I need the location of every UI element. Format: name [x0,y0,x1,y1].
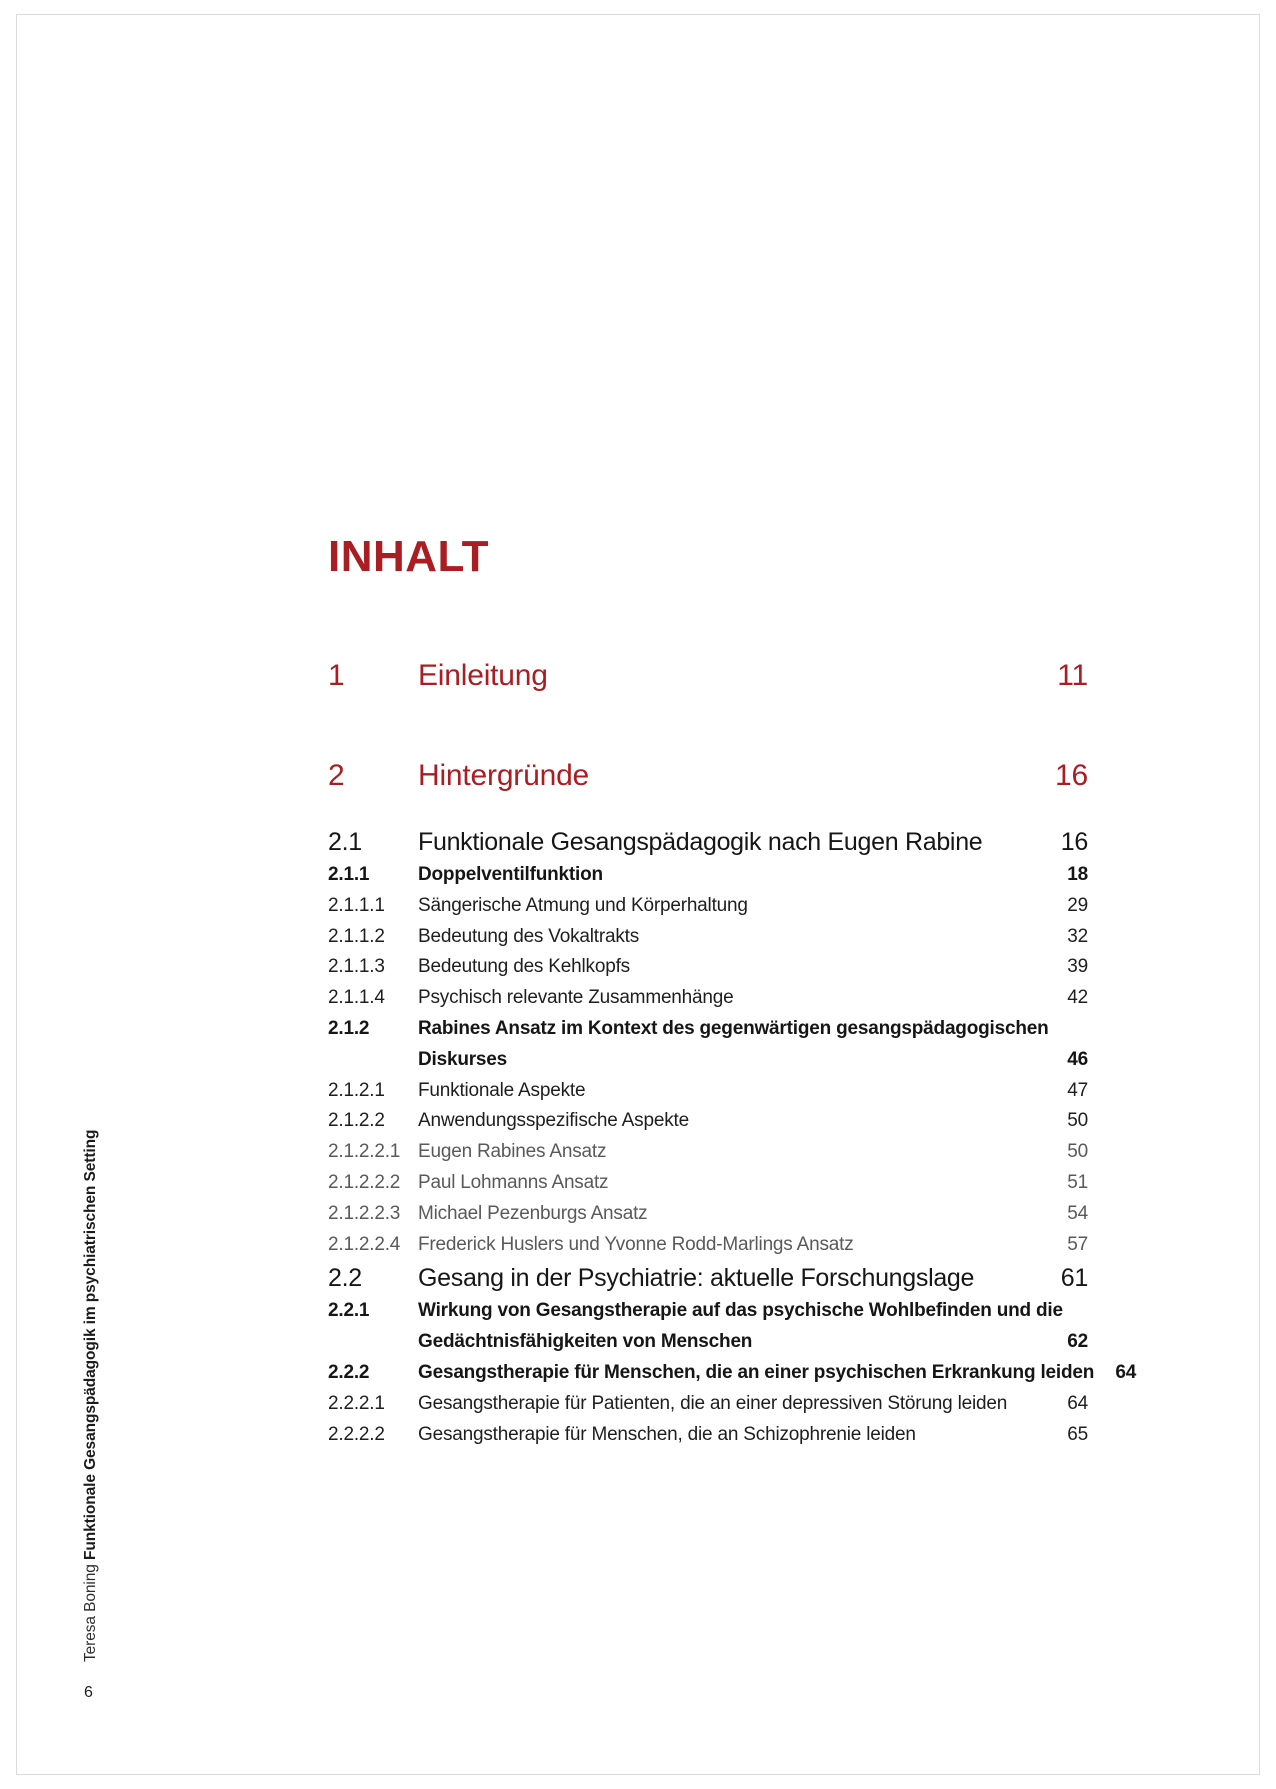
toc-row [328,891,1088,922]
toc-entry-page: 42 [1067,987,1088,1009]
toc-entry-number: 2.1.2.1 [328,1079,385,1101]
toc-entry-title: Diskurses [418,1048,508,1070]
toc-entry-body [418,983,1088,1014]
toc-entry-line [418,1168,1088,1199]
toc-entry-title: Doppelventilfunktion [418,864,603,885]
toc-row [328,1199,1088,1230]
toc-entry-title: Hintergründe [418,759,590,792]
toc-entry-body [418,1106,1088,1137]
toc-entry-page: 50 [1067,1110,1088,1132]
toc-entry-line [418,891,1088,922]
toc-entry-title: Gesangstherapie für Patienten, die an einer depressiven Störung leiden [418,1392,1008,1414]
toc-entry-line [418,1420,1088,1451]
toc-entry-line [418,1230,1088,1261]
table-of-contents [328,654,1137,1450]
toc-entry-body [418,824,1088,860]
toc-entry-line [418,1199,1088,1230]
toc-entry-page: 18 [1067,864,1088,885]
toc-row [328,1106,1088,1137]
toc-row [328,860,1088,891]
toc-entry-page: 54 [1067,1202,1088,1224]
toc-entry-line [418,922,1088,953]
toc-entry-line [418,860,1088,891]
spine-work-title: Funktionale Gesangspädagogik im psychiatrischen Setting [82,1129,99,1560]
toc-entry-number: 2 [328,759,345,792]
toc-entry-page: 62 [1067,1331,1088,1353]
toc-row [328,1389,1088,1420]
toc-entry-page: 39 [1067,956,1088,978]
toc-row [328,754,1088,798]
toc-entry-number: 2.1 [328,828,362,856]
toc-entry-page: 51 [1067,1171,1088,1193]
toc-row [328,1137,1088,1168]
toc-row [328,952,1088,983]
toc-entry-body [418,1076,1088,1107]
toc-entry-title: Funktionale Aspekte [418,1079,586,1101]
toc-entry-body [418,1296,1088,1358]
toc-entry-title: Gesangstherapie für Menschen, die an einer psychischen Erkrankung leiden [418,1361,1095,1383]
toc-entry-line [418,1296,1088,1327]
toc-row [328,1358,1137,1389]
toc-entry-number: 2.1.2.2.4 [328,1233,401,1255]
toc-entry-body [418,1014,1088,1076]
toc-entry-title: Bedeutung des Kehlkopfs [418,956,630,978]
toc-entry-page: 57 [1067,1233,1088,1255]
toc-entry-number: 2.1.2.2.2 [328,1171,401,1193]
toc-row [328,824,1088,860]
toc-entry-number: 2.2 [328,1264,362,1293]
toc-row [328,1296,1088,1358]
toc-entry-title: Gedächtnisfähigkeiten von Menschen [418,1331,753,1353]
toc-entry-number: 2.1.1.1 [328,894,385,916]
toc-entry-number: 2.1.2.2 [328,1110,385,1132]
toc-entry-page: 65 [1067,1423,1088,1445]
toc-entry-number: 2.2.1 [328,1300,370,1322]
toc-entry-body [418,1168,1088,1199]
toc-row [328,1260,1088,1296]
toc-entry-title: Frederick Huslers und Yvonne Rodd-Marlings Ansatz [418,1233,854,1255]
toc-row [328,922,1088,953]
toc-entry-line [418,1045,1088,1076]
toc-row [328,983,1088,1014]
toc-entry-line [418,1260,1088,1296]
toc-entry-page: 64 [1067,1392,1088,1414]
toc-entry-body [418,1137,1088,1168]
toc-entry-body [418,1358,1137,1389]
toc-entry-body [418,754,1088,798]
toc-entry-line [418,952,1088,983]
toc-entry-line [418,1327,1088,1358]
toc-entry-line [418,1137,1088,1168]
toc-entry-number: 2.1.2.2.3 [328,1202,401,1224]
toc-entry-title: Gesang in der Psychiatrie: aktuelle Forschungslage [418,1264,975,1293]
toc-entry-title: Anwendungsspezifische Aspekte [418,1110,689,1132]
toc-entry-body [418,654,1088,698]
toc-entry-title: Eugen Rabines Ansatz [418,1141,607,1163]
toc-entry-number: 2.1.2.2.1 [328,1141,401,1163]
spine-author: Teresa Boning [82,1560,99,1662]
toc-entry-line [418,824,1088,860]
page-number-folio: 6 [84,1684,93,1701]
toc-entry-page: 50 [1067,1141,1088,1163]
toc-entry-page: 64 [1115,1361,1137,1383]
toc-row [328,1168,1088,1199]
toc-entry-body [418,860,1088,891]
toc-entry-page: 16 [1060,828,1088,856]
toc-entry-line [418,1076,1088,1107]
toc-entry-page: 47 [1067,1079,1088,1101]
toc-entry-body [418,922,1088,953]
toc-entry-page: 61 [1060,1264,1088,1293]
toc-entry-number: 2.2.2 [328,1361,370,1383]
toc-entry-line [418,1106,1088,1137]
toc-entry-title: Wirkung von Gesangstherapie auf das psychische Wohlbefinden und die [418,1300,1063,1322]
toc-entry-line [418,983,1088,1014]
toc-entry-page: 16 [1055,759,1088,792]
toc-entry-body [418,891,1088,922]
toc-entry-body [418,1389,1088,1420]
toc-entry-line [418,1389,1088,1420]
toc-entry-page: 11 [1057,659,1088,692]
toc-entry-page: 32 [1067,925,1088,947]
toc-entry-number: 2.1.1.2 [328,925,385,947]
toc-entry-line [418,654,1088,698]
toc-entry-number: 2.1.1.4 [328,987,385,1009]
toc-entry-number: 2.2.2.2 [328,1423,385,1445]
spine-running-title [82,1130,100,1662]
toc-entry-body [418,1420,1088,1451]
toc-entry-number: 2.1.1 [328,864,370,885]
toc-entry-line [418,1358,1137,1389]
toc-entry-line [418,754,1088,798]
toc-entry-title: Bedeutung des Vokaltrakts [418,925,640,947]
toc-entry-title: Sängerische Atmung und Körperhaltung [418,894,748,916]
toc-entry-line [418,1014,1088,1045]
toc-row [328,1230,1088,1261]
toc-row [328,1420,1088,1451]
toc-entry-title: Funktionale Gesangspädagogik nach Eugen Rabine [418,828,983,856]
toc-entry-number: 2.1.2 [328,1017,370,1039]
toc-entry-title: Rabines Ansatz im Kontext des gegenwärtigen gesangspädagogischen [418,1017,1049,1039]
toc-entry-body [418,1199,1088,1230]
toc-row [328,1014,1088,1076]
toc-entry-body [418,952,1088,983]
toc-entry-number: 1 [328,659,345,692]
toc-row [328,1076,1088,1107]
toc-entry-body [418,1230,1088,1261]
toc-entry-number: 2.1.1.3 [328,956,385,978]
toc-entry-title: Michael Pezenburgs Ansatz [418,1202,648,1224]
page-title: INHALT [328,532,490,582]
toc-entry-body [418,1260,1088,1296]
toc-entry-title: Einleitung [418,659,548,692]
toc-entry-title: Psychisch relevante Zusammenhänge [418,987,734,1009]
toc-entry-title: Paul Lohmanns Ansatz [418,1171,609,1193]
toc-entry-page: 29 [1067,894,1088,916]
toc-row [328,654,1088,698]
toc-entry-title: Gesangstherapie für Menschen, die an Schizophrenie leiden [418,1423,916,1445]
toc-entry-number: 2.2.2.1 [328,1392,385,1414]
toc-entry-page: 46 [1067,1048,1088,1070]
